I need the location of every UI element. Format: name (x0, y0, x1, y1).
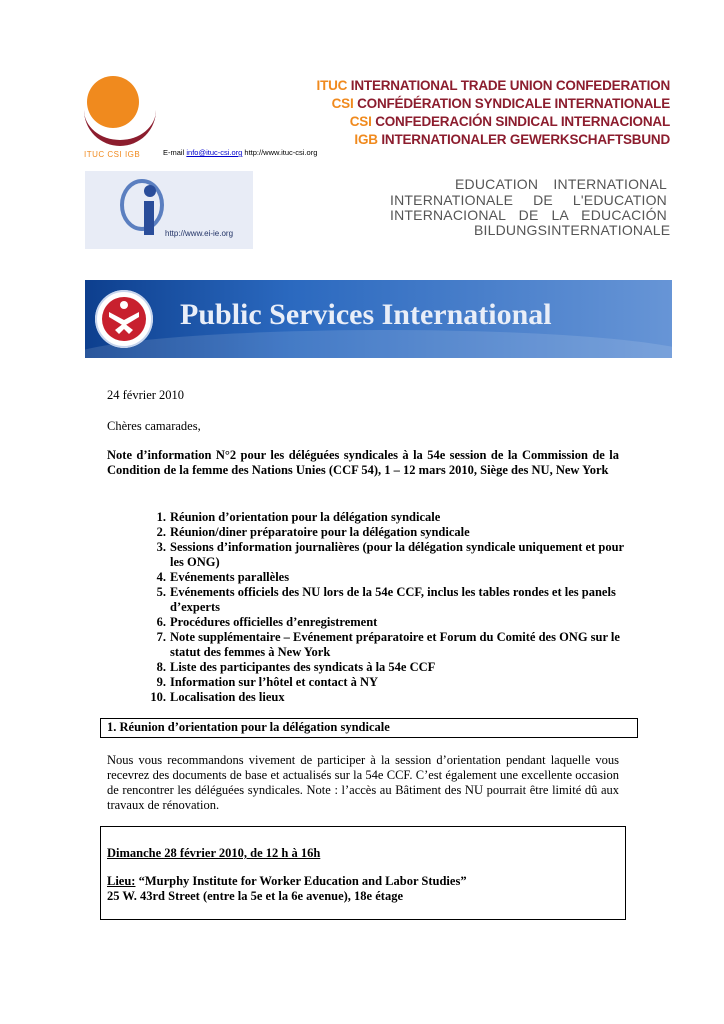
toc-item: 10. Localisation des lieux (150, 690, 285, 704)
toc-item: 1. Réunion d’orientation pour la délégation syndicale (156, 510, 441, 524)
toc-item: 6. Procédures officielles d’enregistrement (156, 615, 378, 629)
event-address: 25 W. 43rd Street (entre la 5e et la 6e avenue), 18e étage (107, 889, 403, 903)
ituc-name-fr: CSI CONFÉDÉRATION SYNDICALE INTERNATIONALE (331, 96, 670, 111)
section1-paragraph: Nous vous recommandons vivement de participer à la session d’orientation pendant laquelle vous recevrez des documents de base et actualisés sur la 54e CCF. C’est également une excellente occasion de rencontrer les déléguées syndicales. Note : l’accès au Bâtiment des NU pourrait être limité dû aux travaux de rénovation. (107, 753, 619, 812)
toc-item: 7. Note supplémentaire – Evénement préparatoire et Forum du Comité des ONG sur le statut des femmes à New York (156, 630, 620, 659)
website-text: http://www.ituc-csi.org (244, 148, 318, 157)
toc-item: 5. Evénements officiels des NU lors de la 54e CCF, inclus les tables rondes et les panels d’experts (156, 585, 616, 614)
psi-logo-icon (95, 290, 153, 348)
section1-heading: 1. Réunion d’orientation pour la délégation syndicale (100, 718, 638, 738)
toc-item: 3. Sessions d’information journalières (pour la délégation syndicale uniquement et pour les ONG) (156, 540, 624, 569)
letter-date: 24 février 2010 (107, 388, 185, 402)
ei-name-en: EDUCATION INTERNATIONAL (455, 176, 667, 192)
ituc-logo-caption: ITUC CSI IGB (84, 150, 141, 159)
event-box (100, 826, 626, 920)
ei-i-icon (120, 177, 168, 241)
ituc-name-es: CSI CONFEDERACIÓN SINDICAL INTERNACIONAL (349, 114, 670, 129)
ituc-name-en: ITUC INTERNATIONAL TRADE UNION CONFEDERATION (316, 78, 670, 93)
toc-item: 8. Liste des participantes des syndicats à la 54e CCF (156, 660, 436, 674)
email-link[interactable]: info@ituc-csi.org (186, 148, 243, 157)
letter-greeting: Chères camarades, (107, 419, 201, 433)
event-place: Lieu: “Murphy Institute for Worker Education and Labor Studies” (107, 874, 467, 888)
event-date: Dimanche 28 février 2010, de 12 h à 16h (107, 846, 321, 860)
ituc-logo (84, 74, 164, 162)
psi-banner (85, 280, 672, 358)
ei-name-de: BILDUNGSINTERNATIONALE (474, 222, 671, 238)
ituc-name-de: IGB INTERNATIONALER GEWERKSCHAFTSBUND (354, 132, 670, 147)
toc-item: 9. Information sur l’hôtel et contact à NY (156, 675, 379, 689)
psi-title: Public Services International (180, 298, 552, 331)
ei-name-es: INTERNACIONAL DE LA EDUCACIÓN (390, 207, 667, 223)
contact-line: E-mail info@ituc-csi.org http://www.ituc-csi.org (163, 148, 318, 157)
toc-item: 4. Evénements parallèles (156, 570, 290, 584)
toc-item: 2. Réunion/diner préparatoire pour la délégation syndicale (156, 525, 470, 539)
ei-name-fr: INTERNATIONALE DE L'EDUCATION (390, 192, 667, 208)
table-of-contents (148, 510, 630, 705)
ei-url: http://www.ei-ie.org (165, 229, 234, 238)
letter-subject: Note d’information N°2 pour les déléguées syndicales à la 54e session de la Commission de la Condition de la femme des Nations Unies (CCF 54), 1 – 12 mars 2010, Siège des NU, New York (107, 448, 619, 477)
ei-logo (85, 171, 253, 249)
